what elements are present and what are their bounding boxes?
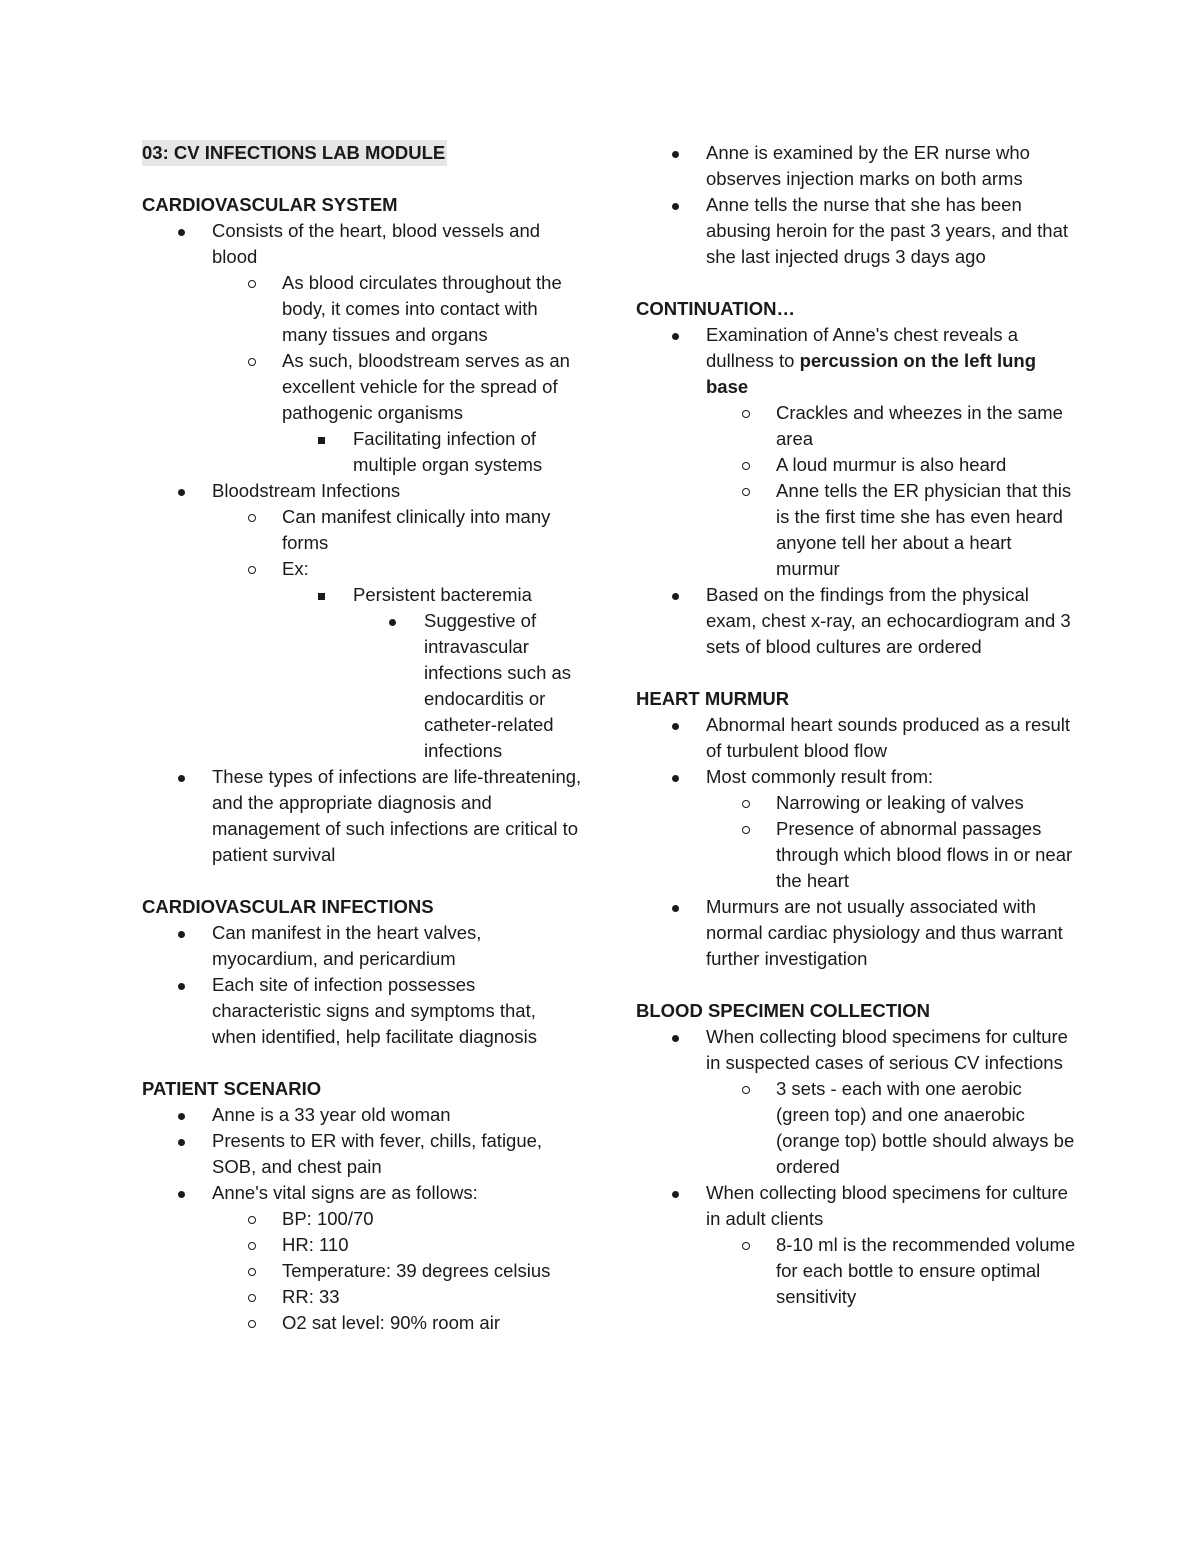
list-item: Presents to ER with fever, chills, fatigue, SOB, and chest pain	[142, 1128, 582, 1180]
bullet-list	[636, 1024, 1076, 1310]
bullet-icon	[178, 478, 185, 504]
list-item: Examination of Anne's chest reveals a dullness to percussion on the left lung base Crackles and wheezes in the same area A loud murmur is also heard Anne tells the ER physician that this is the first time she has even heard anyone tell her about a heart murmur	[636, 322, 1076, 582]
list-item: Ex: Persistent bacteremia Suggestive of intravascular infections such as endocarditis or catheter-related infections	[142, 556, 582, 764]
bullet-icon	[672, 322, 679, 348]
bullet-icon	[389, 608, 396, 634]
bullet-icon	[672, 712, 679, 738]
circle-bullet-icon	[248, 1284, 256, 1310]
list-item: Persistent bacteremia Suggestive of intravascular infections such as endocarditis or catheter-related infections	[142, 582, 582, 764]
vital-sign-item: BP: 100/70	[142, 1206, 582, 1232]
list-item: Most commonly result from: Narrowing or leaking of valves Presence of abnormal passages through which blood flows in or near the heart	[636, 764, 1076, 894]
list-item: Based on the findings from the physical exam, chest x-ray, an echocardiogram and 3 sets of blood cultures are ordered	[636, 582, 1076, 660]
list-item: When collecting blood specimens for culture in suspected cases of serious CV infections 3 sets - each with one aerobic (green top) and one anaerobic (orange top) bottle should always be ordered	[636, 1024, 1076, 1180]
left-column	[142, 140, 582, 1336]
list-item: Abnormal heart sounds produced as a result of turbulent blood flow	[636, 712, 1076, 764]
list-item: Bloodstream Infections Can manifest clinically into many forms Ex: Persistent bacteremia Suggestive of intravascular infections such as endocarditis or catheter-related infections	[142, 478, 582, 764]
circle-bullet-icon	[742, 452, 750, 478]
bullet-icon	[178, 1102, 185, 1128]
bullet-icon	[672, 894, 679, 920]
circle-bullet-icon	[742, 790, 750, 816]
list-item: Anne's vital signs are as follows: BP: 100/70 HR: 110 Temperature: 39 degrees celsius RR: 33 O2 sat level: 90% room air	[142, 1180, 582, 1336]
bullet-icon	[178, 972, 185, 998]
circle-bullet-icon	[248, 1232, 256, 1258]
circle-bullet-icon	[742, 478, 750, 504]
bullet-icon	[672, 764, 679, 790]
list-item: Can manifest in the heart valves, myocardium, and pericardium	[142, 920, 582, 972]
list-item: Crackles and wheezes in the same area	[636, 400, 1076, 452]
circle-bullet-icon	[248, 504, 256, 530]
list-item: A loud murmur is also heard	[636, 452, 1076, 478]
list-item: When collecting blood specimens for culture in adult clients 8-10 ml is the recommended volume for each bottle to ensure optimal sensitivity	[636, 1180, 1076, 1310]
list-item: Anne tells the nurse that she has been abusing heroin for the past 3 years, and that she last injected drugs 3 days ago	[636, 192, 1076, 270]
list-item: Can manifest clinically into many forms	[142, 504, 582, 556]
vital-sign-item: HR: 110	[142, 1232, 582, 1258]
list-item: Murmurs are not usually associated with normal cardiac physiology and thus warrant further investigation	[636, 894, 1076, 972]
list-item: As blood circulates throughout the body, it comes into contact with many tissues and organs	[142, 270, 582, 348]
bullet-icon	[178, 1180, 185, 1206]
square-bullet-icon	[318, 582, 325, 608]
vital-sign-item: O2 sat level: 90% room air	[142, 1310, 582, 1336]
list-item: 8-10 ml is the recommended volume for each bottle to ensure optimal sensitivity	[636, 1232, 1076, 1310]
bullet-list	[636, 712, 1076, 972]
circle-bullet-icon	[248, 1310, 256, 1336]
bullet-icon	[672, 582, 679, 608]
bullet-list	[142, 218, 582, 868]
circle-bullet-icon	[248, 556, 256, 582]
circle-bullet-icon	[742, 400, 750, 426]
list-item: Anne is examined by the ER nurse who observes injection marks on both arms	[636, 140, 1076, 192]
bullet-icon	[178, 920, 185, 946]
bullet-icon	[672, 1180, 679, 1206]
vital-sign-item: Temperature: 39 degrees celsius	[142, 1258, 582, 1284]
emphasis-text: percussion on the left lung base	[706, 350, 1036, 397]
list-item: 3 sets - each with one aerobic (green top) and one anaerobic (orange top) bottle should always be ordered	[636, 1076, 1076, 1180]
bullet-list	[636, 322, 1076, 660]
list-item: Each site of infection possesses characteristic signs and symptoms that, when identified, help facilitate diagnosis	[142, 972, 582, 1050]
heading-heart-murmur: HEART MURMUR	[636, 688, 790, 709]
list-item: Anne is a 33 year old woman	[142, 1102, 582, 1128]
circle-bullet-icon	[248, 348, 256, 374]
bullet-list	[142, 920, 582, 1050]
heading-continuation: CONTINUATION…	[636, 298, 795, 319]
document-title: 03: CV INFECTIONS LAB MODULE	[142, 140, 447, 166]
heading-cardiovascular-system: CARDIOVASCULAR SYSTEM	[142, 194, 398, 215]
circle-bullet-icon	[742, 816, 750, 842]
heading-cardiovascular-infections: CARDIOVASCULAR INFECTIONS	[142, 896, 434, 917]
list-item: Consists of the heart, blood vessels and blood As blood circulates throughout the body, it comes into contact with many tissues and organs As such, bloodstream serves as an excellent vehicle for the spread of pathogenic organisms Facilitating infection of multiple organ systems	[142, 218, 582, 478]
bullet-icon	[672, 140, 679, 166]
list-item: Anne tells the ER physician that this is the first time she has even heard anyone tell her about a heart murmur	[636, 478, 1076, 582]
right-column	[636, 140, 1076, 1310]
square-bullet-icon	[318, 426, 325, 452]
list-item: Narrowing or leaking of valves	[636, 790, 1076, 816]
heading-patient-scenario: PATIENT SCENARIO	[142, 1078, 322, 1099]
bullet-icon	[178, 764, 185, 790]
heading-blood-specimen-collection: BLOOD SPECIMEN COLLECTION	[636, 1000, 930, 1021]
list-item: As such, bloodstream serves as an excellent vehicle for the spread of pathogenic organisms Facilitating infection of multiple organ systems	[142, 348, 582, 478]
list-item: These types of infections are life-threatening, and the appropriate diagnosis and management of such infections are critical to patient survival	[142, 764, 582, 868]
circle-bullet-icon	[248, 1258, 256, 1284]
circle-bullet-icon	[742, 1232, 750, 1258]
bullet-icon	[178, 218, 185, 244]
circle-bullet-icon	[248, 1206, 256, 1232]
list-item: Suggestive of intravascular infections such as endocarditis or catheter-related infections	[142, 608, 582, 764]
vital-sign-item: RR: 33	[142, 1284, 582, 1310]
bullet-icon	[178, 1128, 185, 1154]
bullet-list	[636, 140, 1076, 270]
bullet-list	[142, 1102, 582, 1336]
circle-bullet-icon	[742, 1076, 750, 1102]
list-item: Presence of abnormal passages through which blood flows in or near the heart	[636, 816, 1076, 894]
bullet-icon	[672, 192, 679, 218]
bullet-icon	[672, 1024, 679, 1050]
circle-bullet-icon	[248, 270, 256, 296]
list-item: Facilitating infection of multiple organ systems	[142, 426, 582, 478]
